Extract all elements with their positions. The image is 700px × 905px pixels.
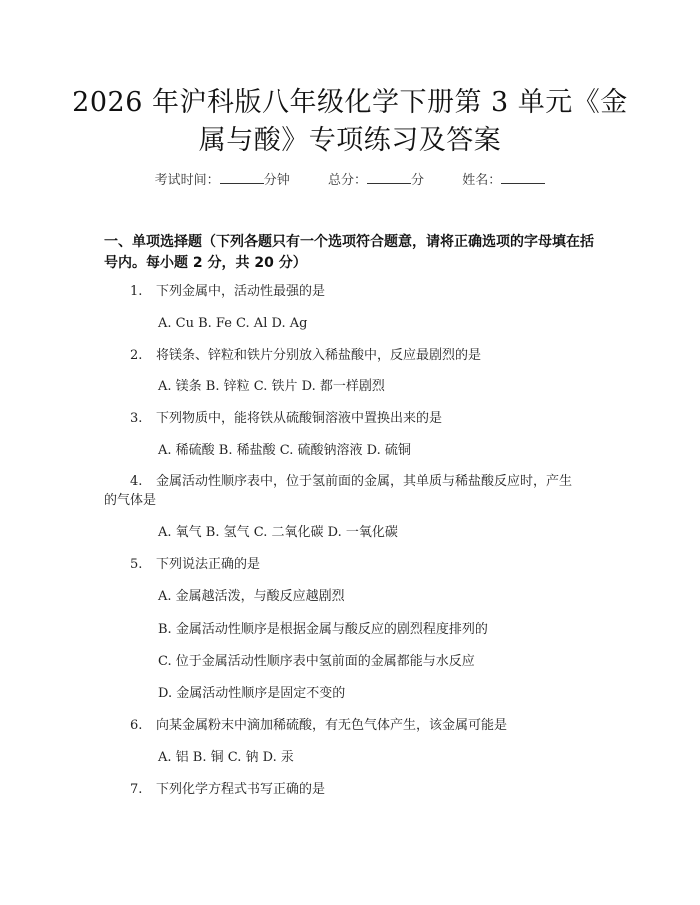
question-6 xyxy=(130,716,507,736)
question-1-options: A. Cu B. Fe C. Al D. Ag xyxy=(158,316,308,331)
score-unit: 分 xyxy=(411,173,425,188)
question-text: 下列化学方程式书写正确的是 xyxy=(156,782,326,797)
question-4 xyxy=(130,472,572,492)
score-field xyxy=(328,173,424,188)
question-3 xyxy=(130,409,442,429)
section-heading-line2: 号内。每小题 2 分，共 20 分） xyxy=(104,255,307,271)
question-number: 3. xyxy=(130,411,143,426)
section-heading xyxy=(104,232,614,274)
question-3-options: A. 稀硫酸 B. 稀盐酸 C. 硫酸钠溶液 D. 硫铜 xyxy=(158,443,411,458)
question-4-continuation: 的气体是 xyxy=(104,493,157,508)
question-6-options: A. 铝 B. 铜 C. 钠 D. 汞 xyxy=(158,750,294,765)
question-text: 下列金属中，活动性最强的是 xyxy=(156,284,326,299)
score-label: 总分： xyxy=(327,173,367,188)
question-text: 将镁条、锌粒和铁片分别放入稀盐酸中，反应最剧烈的是 xyxy=(156,348,482,363)
name-field xyxy=(462,173,545,188)
question-2-options: A. 镁条 B. 锌粒 C. 铁片 D. 都一样剧烈 xyxy=(158,379,385,394)
time-field xyxy=(155,173,290,188)
question-5-option-c: C. 位于金属活动性顺序表中氢前面的金属都能与水反应 xyxy=(158,654,475,669)
question-text: 下列说法正确的是 xyxy=(156,557,261,572)
question-5-option-a: A. 金属越活泼，与酸反应越剧烈 xyxy=(158,589,345,604)
question-5-option-b: B. 金属活动性顺序是根据金属与酸反应的剧烈程度排列的 xyxy=(158,622,488,637)
exam-meta xyxy=(0,169,700,188)
question-2 xyxy=(130,346,481,366)
question-text: 向某金属粉末中滴加稀硫酸，有无色气体产生，该金属可能是 xyxy=(156,718,508,733)
time-unit: 分钟 xyxy=(263,173,290,188)
question-5 xyxy=(130,555,260,575)
name-blank xyxy=(501,171,545,184)
question-1 xyxy=(130,282,325,302)
question-number: 6. xyxy=(130,718,143,733)
question-number: 2. xyxy=(130,348,143,363)
question-number: 4. xyxy=(130,474,143,489)
page-title-line1: 2026 年沪科版八年级化学下册第 3 单元《金 xyxy=(72,87,628,118)
question-text-line1: 金属活动性顺序表中，位于氢前面的金属，其单质与稀盐酸反应时，产生 xyxy=(156,474,573,489)
time-label: 考试时间： xyxy=(154,173,220,188)
time-blank xyxy=(220,171,264,184)
question-number: 5. xyxy=(130,557,143,572)
question-7 xyxy=(130,780,325,800)
name-label: 姓名： xyxy=(462,173,502,188)
question-number: 7. xyxy=(130,782,143,797)
question-4-options: A. 氧气 B. 氢气 C. 二氧化碳 D. 一氧化碳 xyxy=(158,525,398,540)
question-number: 1. xyxy=(130,284,143,299)
score-blank xyxy=(367,171,411,184)
section-heading-line1: 一、单项选择题（下列各题只有一个选项符合题意，请将正确选项的字母填在括 xyxy=(104,234,594,250)
question-text: 下列物质中，能将铁从硫酸铜溶液中置换出来的是 xyxy=(156,411,443,426)
question-5-option-d: D. 金属活动性顺序是固定不变的 xyxy=(158,686,346,701)
page-title-line2: 属与酸》专项练习及答案 xyxy=(198,125,502,156)
